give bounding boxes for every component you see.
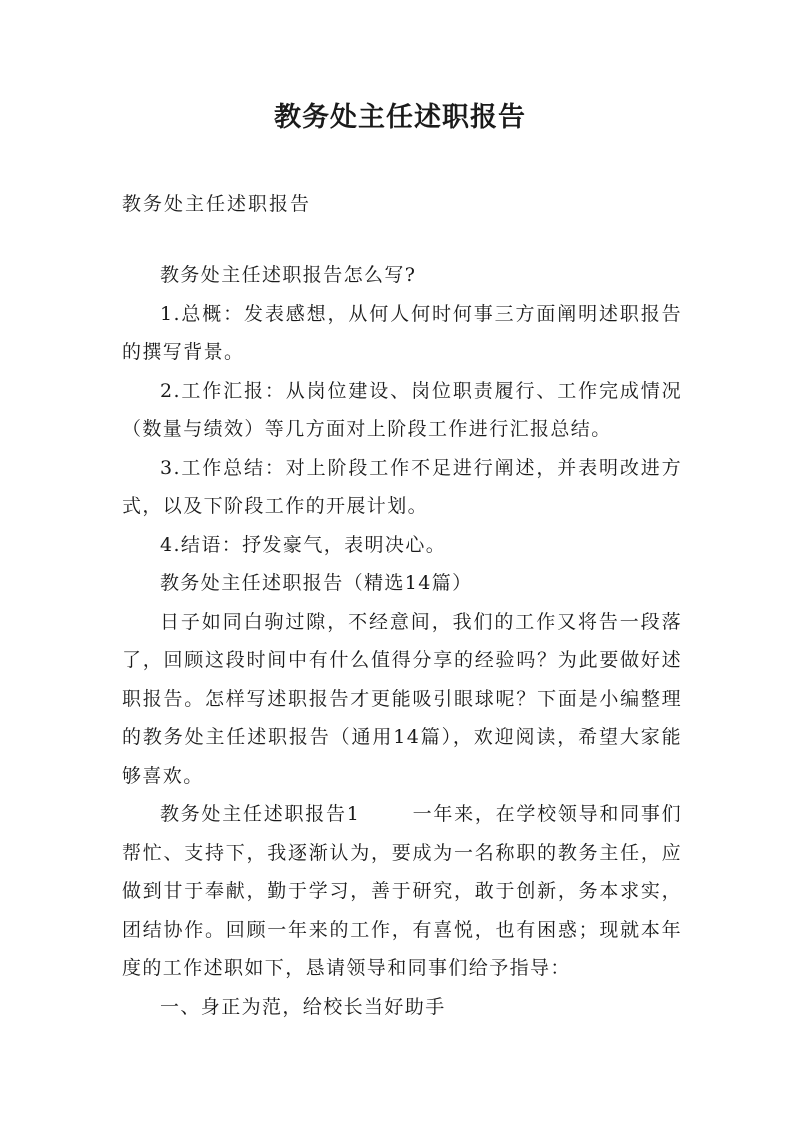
paragraph-how-to-write: 教务处主任述职报告怎么写? xyxy=(160,264,417,286)
report-1-text: 一年来，在学校领导和同事们帮忙、支持下，我逐渐认为，要成为一名称职的教务主任，应做到甘于奉献，勤于学习，善于研究，敢于创新，务本求实，团结协作。回顾一年来的工作，有喜悦，也有困惑；现就本年度的工作述职如下，恳请领导和同事们给予指导： xyxy=(122,803,683,979)
paragraph-point-4: 4.结语：抒发豪气，表明决心。 xyxy=(160,533,447,556)
document-subtitle: 教务处主任述职报告 xyxy=(122,193,312,215)
paragraph-point-1: 1.总概：发表感想，从何人何时何事三方面阐明述职报告的撰写背景。 xyxy=(122,302,682,363)
section-1-heading: 一、身正为范，给校长当好助手 xyxy=(160,995,446,1018)
document-title: 教务处主任述职报告 xyxy=(274,102,526,133)
paragraph-point-2: 2.工作汇报：从岗位建设、岗位职责履行、工作完成情况（数量与绩效）等几方面对上阶段工作进行汇报总结。 xyxy=(122,379,682,440)
document-body xyxy=(122,256,682,1026)
paragraph-point-3: 3.工作总结：对上阶段工作不足进行阐述，并表明改进方式，以及下阶段工作的开展计划。 xyxy=(122,456,682,517)
report-1-heading: 教务处主任述职报告1 xyxy=(160,803,361,825)
paragraph-intro: 日子如同白驹过隙，不经意间，我们的工作又将告一段落了，回顾这段时间中有什么值得分享的经验吗？为此要做好述职报告。怎样写述职报告才更能吸引眼球呢？下面是小编整理的教务处主任述职报告（通用14篇），欢迎阅读，希望大家能够喜欢。 xyxy=(122,610,682,787)
paragraph-collection-heading: 教务处主任述职报告（精选14篇） xyxy=(160,572,473,594)
paragraph-report-1 xyxy=(122,795,682,988)
